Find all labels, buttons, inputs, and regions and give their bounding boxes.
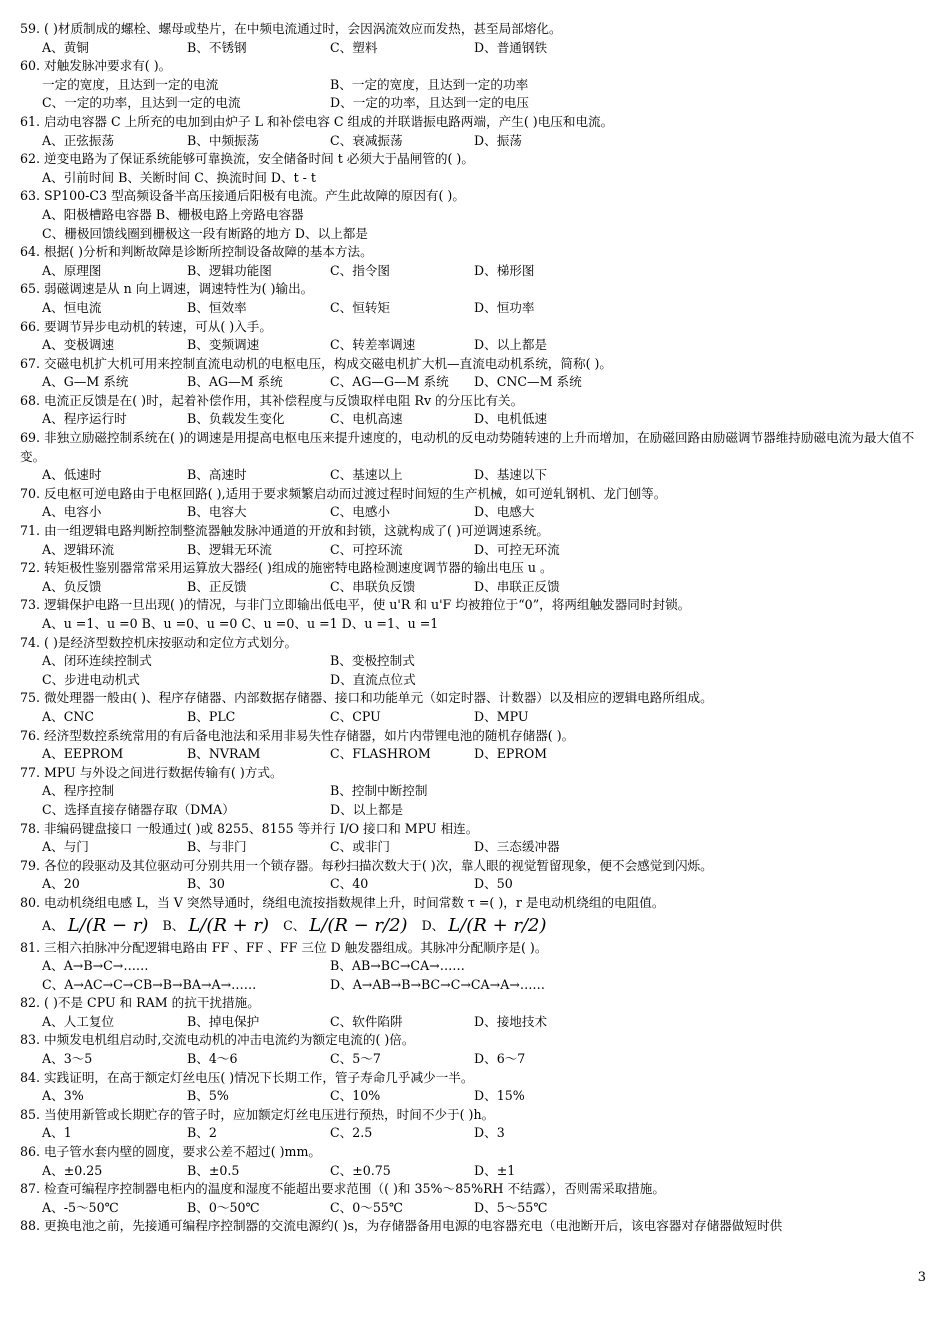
option-choice: A、EEPROM [42, 746, 124, 762]
question-text: 60. 对触发脉冲要求有( )。 [20, 58, 172, 74]
option-choice: D、一定的功率，且达到一定的电压 [330, 95, 530, 111]
option-choice: A、A→B→C→…… [42, 958, 149, 974]
option-row [20, 578, 930, 597]
option-choice: B、2 [187, 1125, 217, 1141]
option-letter: D、 [421, 917, 445, 933]
option-choice: D、3 [474, 1125, 505, 1141]
option-row [20, 708, 930, 727]
option-row [20, 39, 930, 58]
question-text: 85. 当使用新管或长期贮存的管子时，应加额定灯丝电压进行预热，时间不少于( )h。 [20, 1106, 495, 1122]
question-text: 79. 各位的段驱动及其位驱动可分别共用一个锁存器。每秒扫描次数大于( )次，靠人眼的视觉暂留现象，便不会感觉到闪烁。 [20, 857, 713, 873]
option-row [20, 671, 930, 690]
option-choice: A、程序运行时 [42, 411, 127, 427]
question-text: 86. 电子管水套内壁的圆度，要求公差不超过( )mm。 [20, 1144, 322, 1160]
option-choice: D、50 [474, 876, 513, 892]
option-choice: D、以上都是 [330, 801, 404, 817]
option-choice: D、恒功率 [474, 299, 535, 315]
question-text: 76. 经济型数控系统常用的有后备电池法和采用非易失性存储器，如片内带锂电池的随机存储器( )。 [20, 727, 575, 743]
question-text: 59. ( )材质制成的螺栓、螺母或垫片，在中频电流通过时，会因涡流效应而发热，甚至局部熔化。 [20, 21, 562, 36]
option-choice: B、NVRAM [187, 746, 261, 762]
option-choice: D、15% [474, 1088, 525, 1104]
option-row [20, 957, 930, 976]
question-text: 81. 三相六拍脉冲分配逻辑电路由 FF 、FF 、FF 三位 D 触发器组成。其脉冲分配顺序是( )。 [20, 939, 548, 955]
option-choice: C、转差率调速 [330, 337, 416, 353]
option-choice: B、恒效率 [187, 299, 247, 315]
option-choice: C、AG—G—M 系统 [330, 374, 449, 390]
option-choice: C、10% [330, 1088, 381, 1104]
option-letter: A、 [42, 917, 64, 933]
option-choice: A、3～5 [42, 1051, 93, 1067]
option-choice: B、PLC [187, 708, 236, 724]
option-choice: A、G—M 系统 [42, 374, 129, 390]
option-row [20, 1050, 930, 1069]
option-choice: C、40 [330, 876, 369, 892]
option-choice: C、2.5 [330, 1125, 373, 1141]
option-choice: B、逻辑功能图 [187, 262, 272, 278]
question-text: 71. 由一组逻辑电路判断控制整流器触发脉冲通道的开放和封锁，这就构成了( )可逆调速系统。 [20, 523, 550, 539]
option-choice: C、指令图 [330, 262, 391, 278]
option-choice: C、基速以上 [330, 467, 403, 483]
option-choice: A、低速时 [42, 467, 102, 483]
option-choice: C、A→AC→C→CB→B→BA→A→…… [42, 976, 257, 992]
question-text: 82. ( )不是 CPU 和 RAM 的抗干扰措施。 [20, 995, 260, 1011]
option-choice: B、30 [187, 876, 225, 892]
option-choice: D、电感大 [474, 504, 535, 520]
option-choice: D、普通钢铁 [474, 39, 548, 55]
option-choice: C、电机高速 [330, 411, 403, 427]
option-row [20, 801, 930, 820]
question-text: 61. 启动电容器 C 上所充的电加到由炉子 L 和补偿电容 C 组成的并联谐振电路两端，产生( )电压和电流。 [20, 113, 614, 129]
option-choice: B、一定的宽度，且达到一定的功率 [330, 76, 529, 92]
option-row [20, 1013, 930, 1032]
option-row [20, 76, 930, 95]
option-row [20, 466, 930, 485]
question-text: 68. 电流正反馈是在( )时，起着补偿作用，其补偿程度与反馈取样电阻 Rv 的分压比有关。 [20, 392, 524, 408]
formula-options [20, 913, 930, 939]
question-text: 78. 非编码键盘接口 一般通过( )或 8255、8155 等并行 I/O 接口和 MPU 相连。 [20, 820, 479, 836]
option-choice: A、恒电流 [42, 299, 102, 315]
option-choice: C、恒转矩 [330, 299, 391, 315]
question-text: 73. 逻辑保护电路一旦出现( )的情况，与非门立即输出低电平，使 u'R 和 u'F 均被箝位于“0”，将两组触发器同时封锁。 [20, 597, 691, 613]
option-choice: B、控制中断控制 [330, 783, 428, 799]
option-choice: D、MPU [474, 708, 529, 724]
option-choice: C、可控环流 [330, 541, 403, 557]
option-line: C、栅极回馈线圈到栅极这一段有断路的地方 D、以上都是 [42, 225, 368, 241]
option-row [20, 652, 930, 671]
option-choice: D、振荡 [474, 132, 522, 148]
option-row [20, 503, 930, 522]
option-choice: B、掉电保护 [187, 1013, 260, 1029]
formula-expression: L/(R + r) [188, 914, 270, 936]
formula-expression: L/(R − r/2) [309, 914, 408, 936]
question-text: 83. 中频发电机组启动时,交流电动机的冲击电流约为额定电流的( )倍。 [20, 1032, 415, 1048]
option-choice: C、电感小 [330, 504, 391, 520]
option-choice: 一定的宽度，且达到一定的电流 [42, 76, 219, 92]
option-choice: B、高速时 [187, 467, 247, 483]
option-choice: A、变极调速 [42, 337, 115, 353]
option-choice: A、正弦振荡 [42, 132, 115, 148]
option-row [20, 410, 930, 429]
option-row [20, 838, 930, 857]
option-line: A、阳极槽路电容器 B、栅极电路上旁路电容器 [42, 206, 304, 222]
option-row [20, 299, 930, 318]
option-choice: B、变频调速 [187, 337, 260, 353]
formula-expression: L/(R + r/2) [448, 914, 547, 936]
option-choice: A、程序控制 [42, 783, 115, 799]
option-choice: B、5% [187, 1088, 229, 1104]
option-choice: A、原理图 [42, 262, 102, 278]
question-text: 66. 要调节异步电动机的转速，可从( )入手。 [20, 318, 272, 334]
option-choice: B、不锈钢 [187, 39, 247, 55]
option-choice: C、塑料 [330, 39, 378, 55]
option-row [20, 875, 930, 894]
option-choice: C、或非门 [330, 839, 391, 855]
question-text: 64. 根据( )分析和判断故障是诊断所控制设备故障的基本方法。 [20, 244, 373, 260]
option-choice: B、AG—M 系统 [187, 374, 283, 390]
option-choice: D、5～55℃ [474, 1199, 548, 1215]
option-choice: A、1 [42, 1125, 72, 1141]
option-choice: B、与非门 [187, 839, 247, 855]
option-choice: B、AB→BC→CA→…… [330, 958, 465, 974]
option-choice: C、±0.75 [330, 1162, 391, 1178]
option-choice: D、梯形图 [474, 262, 535, 278]
option-choice: D、以上都是 [474, 337, 548, 353]
question-text: 62. 逆变电路为了保证系统能够可靠换流，安全储备时间 t 必须大于晶闸管的( )。 [20, 151, 474, 167]
option-choice: B、±0.5 [187, 1162, 240, 1178]
option-letter: C、 [283, 917, 306, 933]
option-choice: A、与门 [42, 839, 89, 855]
option-line: A、引前时间 B、关断时间 C、换流时间 D、t - t [42, 169, 316, 185]
option-choice: D、±1 [474, 1162, 516, 1178]
option-choice: B、0～50℃ [187, 1199, 260, 1215]
option-choice: D、基速以下 [474, 467, 548, 483]
question-text: 77. MPU 与外设之间进行数据传输有( )方式。 [20, 764, 283, 780]
question-text: 80. 电动机绕组电感 L，当 V 突然导通时，绕组电流按指数规律上升，时间常数 τ =( )，r 是电动机绕组的电阻值。 [20, 894, 665, 910]
formula-expression: L/(R − r) [67, 914, 149, 936]
option-choice: C、CPU [330, 708, 381, 724]
question-text: 70. 反电枢可逆电路由于电枢回路( ),适用于要求频繁启动而过渡过程时间短的生产机械，如可逆轧钢机、龙门刨等。 [20, 485, 667, 501]
question-text: 88. 更换电池之前，先接通可编程序控制器的交流电源约( )s，为存储器备用电源的电容器充电（电池断开后，该电容器对存储器做短时供 [20, 1218, 783, 1234]
question-text: 65. 弱磁调速是从 n 向上调速，调速特性为( )输出。 [20, 281, 314, 297]
question-text: 84. 实践证明，在高于额定灯丝电压( )情况下长期工作，管子寿命几乎减少一半。 [20, 1069, 474, 1085]
question-text: 87. 检查可编程序控制器电柜内的温度和湿度不能超出要求范围（( )和 35%～85%RH 不结露），否则需采取措施。 [20, 1181, 665, 1197]
option-row [20, 94, 930, 113]
option-choice: B、4～6 [187, 1051, 238, 1067]
option-row [20, 745, 930, 764]
option-choice: C、选择直接存储器存取（DMA） [42, 801, 235, 817]
option-choice: A、CNC [42, 708, 94, 724]
option-choice: C、5～7 [330, 1051, 381, 1067]
option-choice: C、软件陷阱 [330, 1013, 403, 1029]
question-list [20, 20, 930, 1236]
option-choice: A、黄铜 [42, 39, 89, 55]
option-choice: A、3% [42, 1088, 84, 1104]
option-row [20, 1162, 930, 1181]
option-choice: A、闭环连续控制式 [42, 653, 152, 669]
option-choice: C、步进电动机式 [42, 671, 140, 687]
option-choice: A、负反馈 [42, 578, 102, 594]
option-letter: B、 [162, 917, 185, 933]
option-row [20, 1087, 930, 1106]
option-choice: D、接地技术 [474, 1013, 548, 1029]
option-choice: D、可控无环流 [474, 541, 560, 557]
option-row [20, 262, 930, 281]
option-row [20, 132, 930, 151]
option-row [20, 373, 930, 392]
option-choice: A、电容小 [42, 504, 102, 520]
question-text: 72. 转矩极性鉴别器常常采用运算放大器经( )组成的施密特电路检测速度调节器的输出电压 u 。 [20, 560, 553, 576]
option-choice: C、FLASHROM [330, 746, 431, 762]
question-text: 63. SP100-C3 型高频设备半高压接通后阳极有电流。产生此故障的原因有( )。 [20, 188, 465, 204]
question-text: 69. 非独立励磁控制系统在( )的调速是用提高电枢电压来提升速度的，电动机的反电动势随转速的上升而增加，在励磁回路由励磁调节器维持励磁电流为最大值不变。 [20, 430, 915, 464]
option-row [20, 336, 930, 355]
option-choice: B、电容大 [187, 504, 247, 520]
option-choice: A、人工复位 [42, 1013, 115, 1029]
option-choice: A、逻辑环流 [42, 541, 115, 557]
option-choice: B、正反馈 [187, 578, 247, 594]
option-choice: B、逻辑无环流 [187, 541, 272, 557]
option-choice: D、6～7 [474, 1051, 526, 1067]
question-text: 74. ( )是经济型数控机床按驱动和定位方式划分。 [20, 634, 298, 650]
option-row [20, 541, 930, 560]
option-row [20, 782, 930, 801]
option-choice: C、0～55℃ [330, 1199, 403, 1215]
option-choice: D、串联正反馈 [474, 578, 560, 594]
option-choice: A、-5～50℃ [42, 1199, 119, 1215]
option-row [20, 1124, 930, 1143]
option-choice: B、中频振荡 [187, 132, 260, 148]
option-choice: D、三态缓冲器 [474, 839, 560, 855]
option-row [20, 1199, 930, 1218]
option-choice: C、衰减振荡 [330, 132, 403, 148]
option-choice: D、A→AB→B→BC→C→CA→A→…… [330, 976, 546, 992]
option-choice: D、CNC—M 系统 [474, 374, 582, 390]
option-line: A、u =1、u =0 B、u =0、u =0 C、u =0、u =1 D、u =1、u =1 [42, 616, 439, 631]
option-choice: B、负载发生变化 [187, 411, 285, 427]
option-choice: D、EPROM [474, 746, 548, 762]
option-choice: C、一定的功率，且达到一定的电流 [42, 95, 241, 111]
option-choice: C、串联负反馈 [330, 578, 416, 594]
question-text: 67. 交磁电机扩大机可用来控制直流电动机的电枢电压，构成交磁电机扩大机—直流电动机系统，简称( )。 [20, 355, 612, 371]
option-row [20, 976, 930, 995]
option-choice: B、变极控制式 [330, 653, 415, 669]
question-text: 75. 微处理器一般由( )、程序存储器、内部数据存储器、接口和功能单元（如定时器、计数器）以及相应的逻辑电路所组成。 [20, 690, 713, 706]
option-choice: A、20 [42, 876, 80, 892]
page-number: 3 [917, 1270, 926, 1285]
option-choice: A、±0.25 [42, 1162, 103, 1178]
option-choice: D、直流点位式 [330, 671, 416, 687]
option-choice: D、电机低速 [474, 411, 548, 427]
